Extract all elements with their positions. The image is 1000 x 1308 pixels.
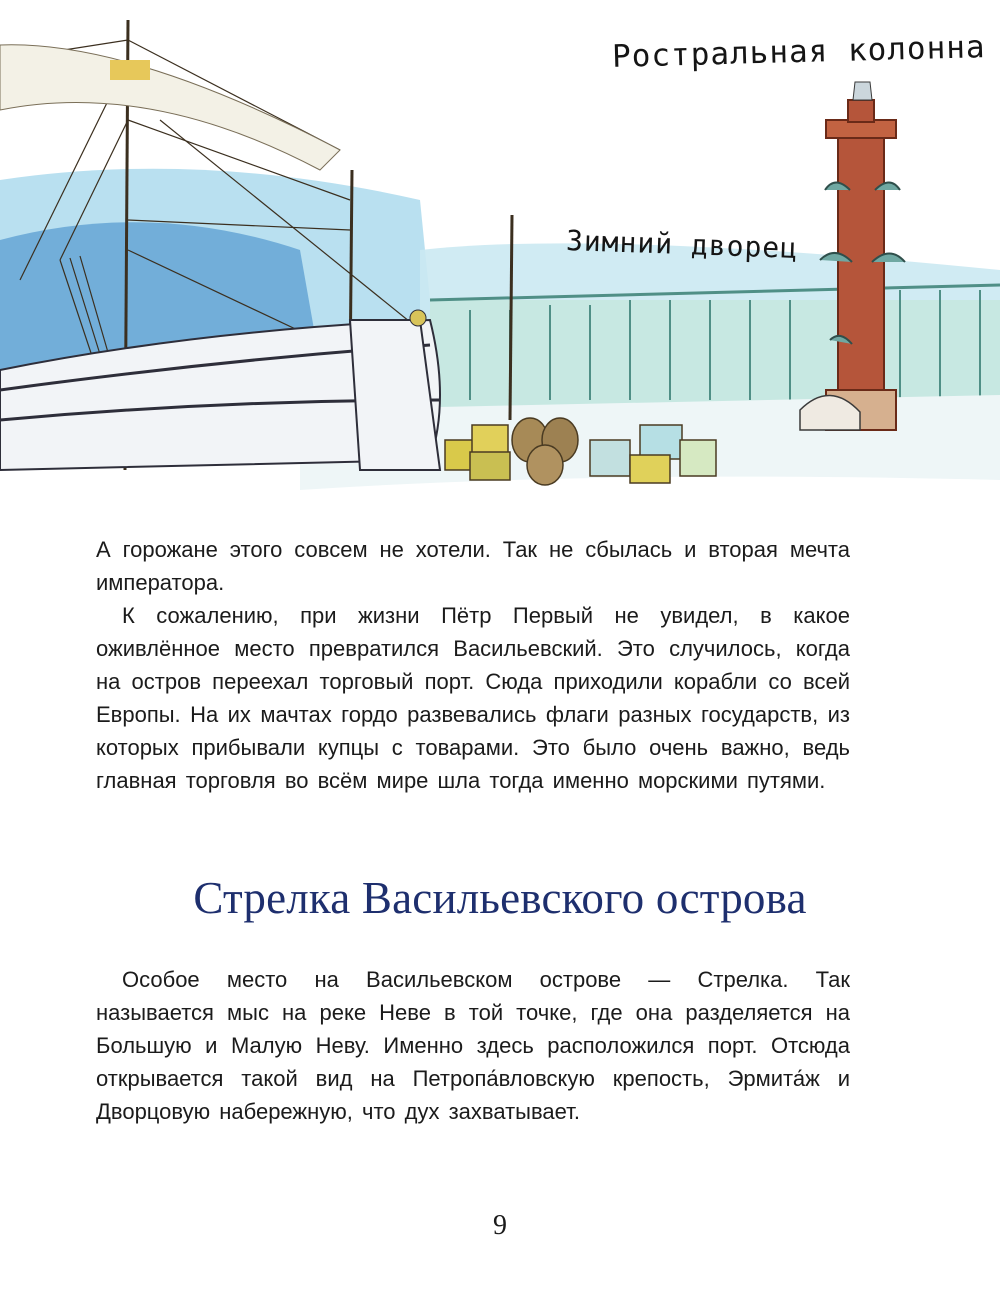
- harbor-watercolor: [0, 0, 1000, 500]
- page-number: 9: [493, 1210, 507, 1241]
- winter-palace: [430, 285, 1000, 410]
- text-block-strelka: [96, 963, 850, 1128]
- paragraph: К сожалению, при жизни Пётр Первый не увидел, в какое оживлённое место превратился Васильевский. Это случилось, когда на остров переехал торговый порт. Сюда приходили корабли со всей Европы. На их мачтах гордо развевались флаги разных государств, из которых прибывали купцы с товарами. Это было очень важно, ведь главная торговля во всём мире шла тогда именно морскими путями.: [96, 603, 850, 793]
- text-block-intro: [96, 533, 850, 797]
- paragraph: А горожане этого совсем не хотели. Так не сбылась и вторая мечта императора.: [96, 537, 850, 595]
- harbor-illustration: [0, 0, 1000, 500]
- rostral-column-label: Ростральная колонна: [611, 29, 987, 75]
- paragraph: Особое место на Васильевском острове — Стрелка. Так называется мыс на реке Неве в той точке, где она разделяется на Большую и Малую Неву. Именно здесь расположился порт. Отсюда открывается такой вид на Петропа́вловскую крепость, Эрмита́ж и Дворцовую набережную, что дух захватывает.: [96, 967, 850, 1124]
- winter-palace-label: Зимний дворец: [565, 223, 799, 266]
- section-heading: Стрелка Васильевского острова: [193, 873, 807, 923]
